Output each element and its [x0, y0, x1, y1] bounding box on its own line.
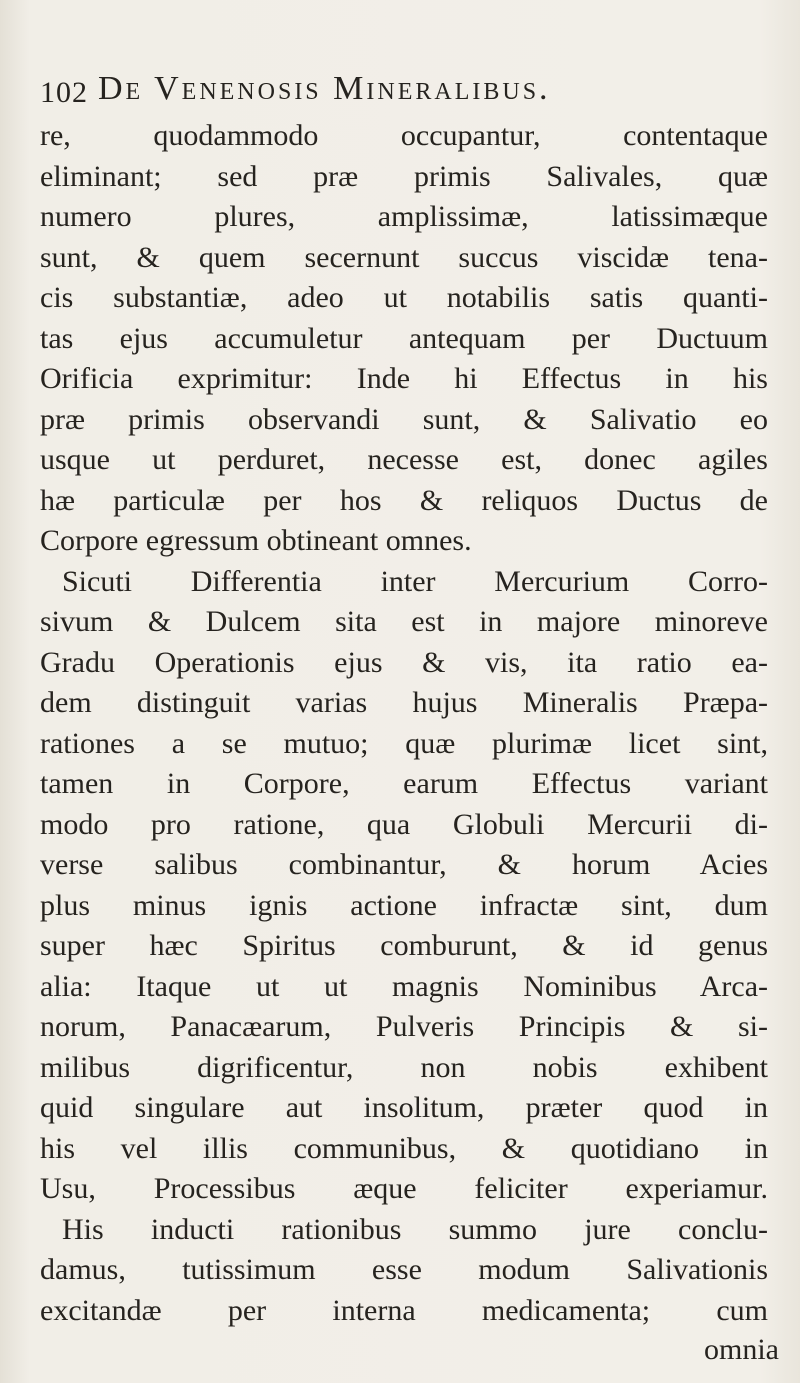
text-line: Usu, Processibus æque feliciter experiamur.: [40, 1172, 768, 1205]
text-line: usque ut perduret, necesse est, donec agiles: [40, 443, 768, 476]
text-line: præ primis observandi sunt, & Salivatio eo: [40, 402, 768, 436]
text-line: modo pro ratione, qua Globuli Mercurii di-: [40, 807, 768, 841]
text-line: hæ particulæ per hos & reliquos Ductus de: [40, 483, 768, 517]
text-line: plus minus ignis actione infractæ sint, dum: [40, 888, 768, 922]
running-head: De Venenosis Mineralibus.: [98, 70, 551, 107]
page-number: 102: [40, 76, 88, 109]
text-line: tas ejus accumuletur antequam per Ductuum: [40, 321, 768, 355]
text-line: verse salibus combinantur, & horum Acies: [40, 848, 768, 881]
text-line: dem distinguit varias hujus Mineralis Præpa-: [40, 686, 768, 719]
paragraph-start-line: His inducti rationibus summo jure conclu-: [62, 1212, 768, 1246]
text-line: Corpore egressum obtineant omnes.: [40, 524, 472, 557]
text-line: damus, tutissimum esse modum Salivationis: [40, 1253, 768, 1286]
text-line: sivum & Dulcem sita est in majore minoreve: [40, 605, 768, 638]
text-line: alia: Itaque ut ut magnis Nominibus Arca-: [40, 969, 768, 1003]
text-line: norum, Panacæarum, Pulveris Principis & si-: [40, 1010, 768, 1043]
text-line: re, quodammodo occupantur, contentaque: [40, 119, 768, 152]
paragraph-start-line: Sicuti Differentia inter Mercurium Corro-: [62, 564, 768, 598]
text-line: Gradu Operationis ejus & vis, ita ratio ea-: [40, 645, 768, 679]
page-header: [40, 70, 760, 116]
text-line: rationes a se mutuo; quæ plurimæ licet sint,: [40, 726, 768, 760]
text-line: cis substantiæ, adeo ut notabilis satis quanti-: [40, 281, 768, 314]
body-text: [40, 116, 768, 1331]
text-line: his vel illis communibus, & quotidiano in: [40, 1131, 768, 1165]
text-line: tamen in Corpore, earum Effectus variant: [40, 767, 768, 800]
catchword: omnia: [704, 1333, 779, 1366]
text-line: super hæc Spiritus comburunt, & id genus: [40, 929, 768, 962]
text-line: sunt, & quem secernunt succus viscidæ tena-: [40, 240, 768, 274]
text-line: numero plures, amplissimæ, latissimæque: [40, 200, 768, 233]
text-line: Orificia exprimitur: Inde hi Effectus in his: [40, 362, 768, 395]
text-line: excitandæ per interna medicamenta; cum: [40, 1293, 768, 1327]
text-line: eliminant; sed præ primis Salivales, quæ: [40, 159, 768, 193]
text-line: quid singulare aut insolitum, præter quod in: [40, 1091, 768, 1124]
text-line: milibus digrificentur, non nobis exhibent: [40, 1050, 768, 1084]
